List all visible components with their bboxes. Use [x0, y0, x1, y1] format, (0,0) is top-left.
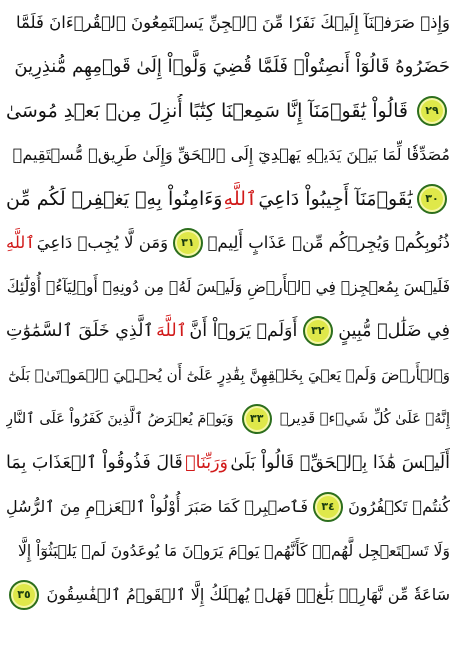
verse-text: أَلَيۡسَ هَٰذَا بِٱلۡحَقِّۖ قَالُواْ بَلَىٰ: [230, 453, 450, 473]
divine-name-text: وَرَبِّنَاۚ: [185, 453, 229, 473]
verse-line: [6, 182, 450, 216]
verse-text: وَٱلۡأَرۡضَ وَلَمۡ يَعۡيَ بِخَلۡقِهِنَّ بِقَٰدِرٍ عَلَىٰٓ أَن يُحۡـِۧيَ ٱلۡمَوۡتَىٰۚ بَلَىٰٓ: [8, 366, 450, 384]
verse-text: فِي ضَلَٰلٖ مُّبِينٍ: [338, 321, 450, 341]
divine-name-text: ٱللَّهَ: [156, 321, 187, 341]
verse-line: [6, 270, 450, 304]
verse-line-content: [6, 314, 450, 348]
verse-text: ذُنُوبِكُمۡ وَيُجِرۡكُم مِّنۡ عَذَابٍ أَلِيمٖ: [207, 233, 450, 252]
verse-text: فَلَيۡسَ بِمُعۡجِزٖ فِي ٱلۡأَرۡضِ وَلَيۡسَ لَهُۥ مِن دُونِهِۦٓ أَوۡلِيَآءُۚ أُوْلَٰٓئِكَ: [6, 278, 450, 296]
verse-text: مُصَدِّقٗا لِّمَا بَيۡنَ يَدَيۡهِ يَهۡدِيٓ إِلَى ٱلۡحَقِّ وَإِلَىٰ طَرِيقٖ مُّسۡتَقِيمٖ: [12, 145, 450, 164]
verse-line-content: [6, 270, 450, 304]
verse-line: [6, 138, 450, 172]
verse-line: [6, 314, 450, 348]
verse-text: وَيَوۡمَ يُعۡرَضُ ٱلَّذِينَ كَفَرُواْ عَلَى ٱلنَّارِ: [6, 411, 234, 427]
verse-line-content: [6, 50, 450, 84]
verse-line-content: [6, 402, 450, 436]
verse-line-content: [6, 182, 450, 216]
verse-text: إِنَّهُۥ عَلَىٰ كُلِّ شَيۡءٖ قَدِيرٞ: [279, 411, 450, 427]
verse-line: [6, 50, 450, 84]
verse-line: [6, 534, 450, 568]
verse-text: كُنتُمۡ تَكۡفُرُونَ: [348, 497, 450, 516]
verse-line: [6, 358, 450, 392]
verse-line: [6, 446, 450, 480]
verse-text: وَلَا تَسۡتَعۡجِل لَّهُمۡۚ كَأَنَّهُمۡ يَوۡمَ يَرَوۡنَ مَا يُوعَدُونَ لَمۡ يَلۡبَثُوٓاْ إِلَّا: [18, 542, 450, 560]
verse-line-content: [6, 446, 450, 480]
verse-text: ٱلَّذِي خَلَقَ ٱلسَّمَٰوَٰتِ: [6, 321, 154, 341]
ayah-number-marker-icon: ٣١: [173, 228, 203, 258]
verse-text: وَإِذۡ صَرَفۡنَآ إِلَيۡكَ نَفَرٗا مِّنَ ٱلۡجِنِّ يَسۡتَمِعُونَ ٱلۡقُرۡءَانَ فَلَمَّا: [15, 13, 450, 32]
ayah-number-marker-icon: ٣٤: [313, 492, 343, 522]
verse-line: [6, 94, 450, 128]
verse-line-content: [6, 6, 450, 40]
verse-line-content: [6, 358, 450, 392]
ayah-number-marker-icon: ٢٩: [417, 96, 447, 126]
divine-name-text: ٱللَّهِ: [6, 233, 36, 252]
verse-line-content: [6, 578, 450, 612]
verse-line: [6, 490, 450, 524]
ayah-number-marker-icon: ٣٥: [9, 580, 39, 610]
verse-text: حَضَرُوهُ قَالُوٓاْ أَنصِتُواْۖ فَلَمَّا قُضِيَ وَلَّوۡاْ إِلَىٰ قَوۡمِهِم مُّنذِرِينَ: [14, 56, 450, 77]
verse-text: فَٱصۡبِرۡ كَمَا صَبَرَ أُوْلُواْ ٱلۡعَزۡمِ مِنَ ٱلرُّسُلِ: [6, 497, 308, 516]
verse-line: [6, 402, 450, 436]
verse-text: وَءَامِنُواْ بِهِۦ يَغۡفِرۡ لَكُم مِّن: [6, 188, 223, 210]
verse-line-content: [6, 138, 450, 172]
ayah-number-marker-icon: ٣٢: [303, 316, 333, 346]
verse-text: وَمَن لَّا يُجِبۡ دَاعِيَ: [36, 233, 169, 252]
verse-line: [6, 6, 450, 40]
verse-text: قَالُواْ يَٰقَوۡمَنَآ إِنَّا سَمِعۡنَا كِتَٰبًا أُنزِلَ مِنۢ بَعۡدِ مُوسَىٰ: [6, 100, 409, 122]
verse-line: [6, 578, 450, 612]
verse-line: [6, 226, 450, 260]
verse-line-content: [6, 94, 450, 128]
verse-text: قَالَ فَذُوقُواْ ٱلۡعَذَابَ بِمَا: [6, 453, 183, 473]
verse-text: أَوَلَمۡ يَرَوۡاْ أَنَّ: [189, 321, 298, 341]
divine-name-text: ٱللَّهِ: [223, 188, 258, 210]
ayah-number-marker-icon: ٣٠: [417, 184, 447, 214]
verse-line-content: [6, 490, 450, 524]
ayah-number-marker-icon: ٣٣: [242, 404, 272, 434]
verse-text: سَاعَةٗ مِّن نَّهَارِۭۚ بَلَٰغٞۚ فَهَلۡ يُهۡلَكُ إِلَّا ٱلۡقَوۡمُ ٱلۡفَٰسِقُونَ: [46, 585, 450, 604]
verse-line-content: [6, 534, 450, 568]
verse-line-content: [6, 226, 450, 260]
verse-text: يَٰقَوۡمَنَآ أَجِيبُواْ دَاعِيَ: [258, 188, 413, 210]
